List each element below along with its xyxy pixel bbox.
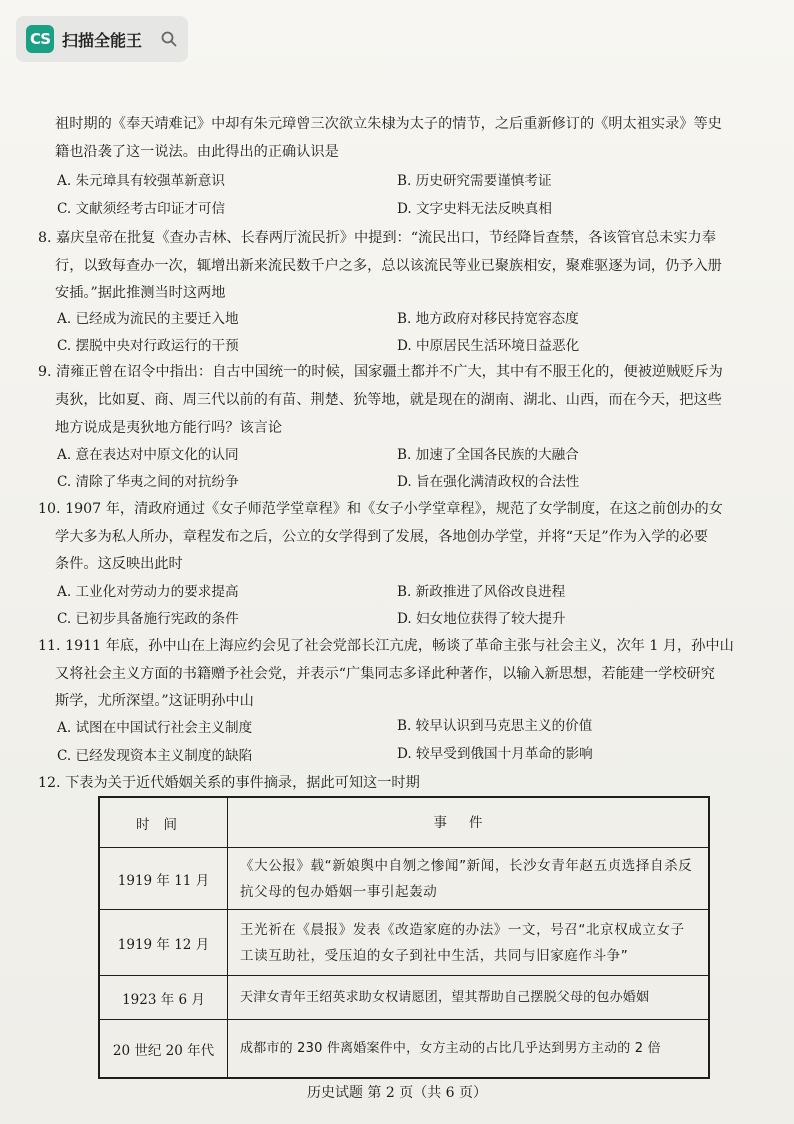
- option-d[interactable]: D. 旨在强化满清政权的合法性: [397, 474, 580, 490]
- table-row: [100, 910, 708, 976]
- question-text-line: 学大多为私人所办，章程发布之后，公立的女学得到了发展，各地创办学堂，并将“天足”作为入学的必要: [55, 529, 708, 545]
- camscanner-logo: CS: [26, 25, 54, 53]
- option-c[interactable]: C. 文献须经考古印证才可信: [57, 201, 226, 217]
- table-cell-event: 王光祈在《晨报》发表《改造家庭的办法》一文，号召“北京权成立女子工读互助社，受压迫的女子到社中生活，共同与旧家庭作斗争”: [240, 921, 685, 964]
- option-c[interactable]: C. 清除了华夷之间的对抗纷争: [57, 474, 239, 490]
- option-b[interactable]: B. 历史研究需要谨慎考证: [397, 173, 552, 189]
- question-text-line: 夷狄，比如夏、商、周三代以前的有苗、荆楚、狁等地，就是现在的湖南、湖北、山西，而在今天，把这些: [55, 392, 722, 408]
- table-cell-event: 《大公报》载“新娘舆中自刎之惨闻”新闻，长沙女青年赵五贞选择自杀反抗父母的包办婚姻一事引起轰动: [240, 857, 693, 900]
- table-header-event: 事件: [433, 814, 505, 831]
- option-b[interactable]: B. 较早认识到马克思主义的价值: [397, 718, 593, 734]
- table-cell-event: 成都市的 230 件离婚案件中，女方主动的占比几乎达到男方主动的 2 倍: [240, 1040, 661, 1056]
- option-d[interactable]: D. 较早受到俄国十月革命的影响: [397, 746, 593, 762]
- table-cell-event: 天津女青年王绍英求助女权请愿团，望其帮助自己摆脱父母的包办婚姻: [240, 989, 650, 1005]
- table-row: [100, 976, 708, 1020]
- option-c[interactable]: C. 已初步具备施行宪政的条件: [57, 611, 239, 627]
- question-text-line: 条件。这反映出此时: [55, 556, 183, 572]
- question-text-line: 又将社会主义方面的书籍赠予社会党，并表示“广集同志多译此种著作，以输入新思想，若能建一学校研究: [55, 666, 715, 682]
- option-a[interactable]: A. 试图在中国试行社会主义制度: [57, 720, 253, 736]
- table-header-time: 时间: [100, 798, 228, 847]
- page-footer: 历史试题 第 2 页（共 6 页）: [306, 1085, 488, 1101]
- option-a[interactable]: A. 意在表达对中原文化的认同: [57, 447, 239, 463]
- question-text-line: 籍也沿袭了这一说法。由此得出的正确认识是: [55, 144, 339, 160]
- option-a[interactable]: A. 工业化对劳动力的要求提高: [57, 584, 239, 600]
- question-text-line: 祖时期的《奉天靖难记》中却有朱元璋曾三次欲立朱棣为太子的情节，之后重新修订的《明太祖实录》等史: [55, 116, 722, 132]
- question-text-line: 斯学，尤所深望。”这证明孙中山: [55, 693, 254, 709]
- table-cell-time: 20 世纪 20 年代: [100, 1020, 228, 1077]
- camscanner-name: 扫描全能王: [62, 30, 143, 50]
- question-11-stem: 11. 1911 年底，孙中山在上海应约会见了社会党部长江亢虎，畅谈了革命主张与社会主义，次年 1 月，孙中山: [38, 638, 734, 654]
- option-c[interactable]: C. 已经发现资本主义制度的缺陷: [57, 748, 253, 764]
- option-b[interactable]: B. 地方政府对移民持宽容态度: [397, 311, 579, 327]
- table-row: [100, 1020, 708, 1077]
- events-table: [98, 796, 710, 1079]
- option-d[interactable]: D. 文字史料无法反映真相: [397, 201, 552, 217]
- option-a[interactable]: A. 朱元璋具有较强革新意识: [57, 173, 225, 189]
- option-a[interactable]: A. 已经成为流民的主要迁入地: [57, 311, 239, 327]
- question-10-stem: 10. 1907 年，清政府通过《女子师范学堂章程》和《女子小学堂章程》，规范了女学制度，在这之前创办的女: [38, 501, 723, 517]
- table-cell-time: 1919 年 12 月: [100, 910, 228, 975]
- option-b[interactable]: B. 新政推进了风俗改良进程: [397, 584, 566, 600]
- question-text-line: 行，以致每查办一次，辄增出新来流民数千户之多，总以该流民等业已聚族相安，聚难驱逐为词，仍予入册: [55, 258, 722, 274]
- table-cell-time: 1919 年 11 月: [100, 848, 228, 909]
- question-9-stem: 9. 清雍正曾在诏令中指出：自古中国统一的时候，国家疆土都并不广大，其中有不服王化的，便被逆贼贬斥为: [38, 364, 723, 380]
- table-header-row: [100, 798, 708, 848]
- question-12-stem: 12. 下表为关于近代婚姻关系的事件摘录，据此可知这一时期: [38, 775, 420, 791]
- table-row: [100, 848, 708, 910]
- camscanner-badge[interactable]: [16, 16, 188, 62]
- table-cell-time: 1923 年 6 月: [100, 976, 228, 1019]
- option-b[interactable]: B. 加速了全国各民族的大融合: [397, 447, 579, 463]
- option-d[interactable]: D. 妇女地位获得了较大提升: [397, 611, 566, 627]
- question-text-line: 安插。”据此推测当时这两地: [55, 285, 226, 301]
- option-d[interactable]: D. 中原居民生活环境日益恶化: [397, 338, 580, 354]
- option-c[interactable]: C. 摆脱中央对行政运行的干预: [57, 338, 239, 354]
- question-text-line: 地方说成是夷狄地方能行吗？该言论: [55, 420, 283, 436]
- search-icon[interactable]: [160, 30, 178, 48]
- question-8-stem: 8. 嘉庆皇帝在批复《查办吉林、长春两厅流民折》中提到：“流民出口，节经降旨查禁，各该管官总未实力奉: [38, 230, 716, 246]
